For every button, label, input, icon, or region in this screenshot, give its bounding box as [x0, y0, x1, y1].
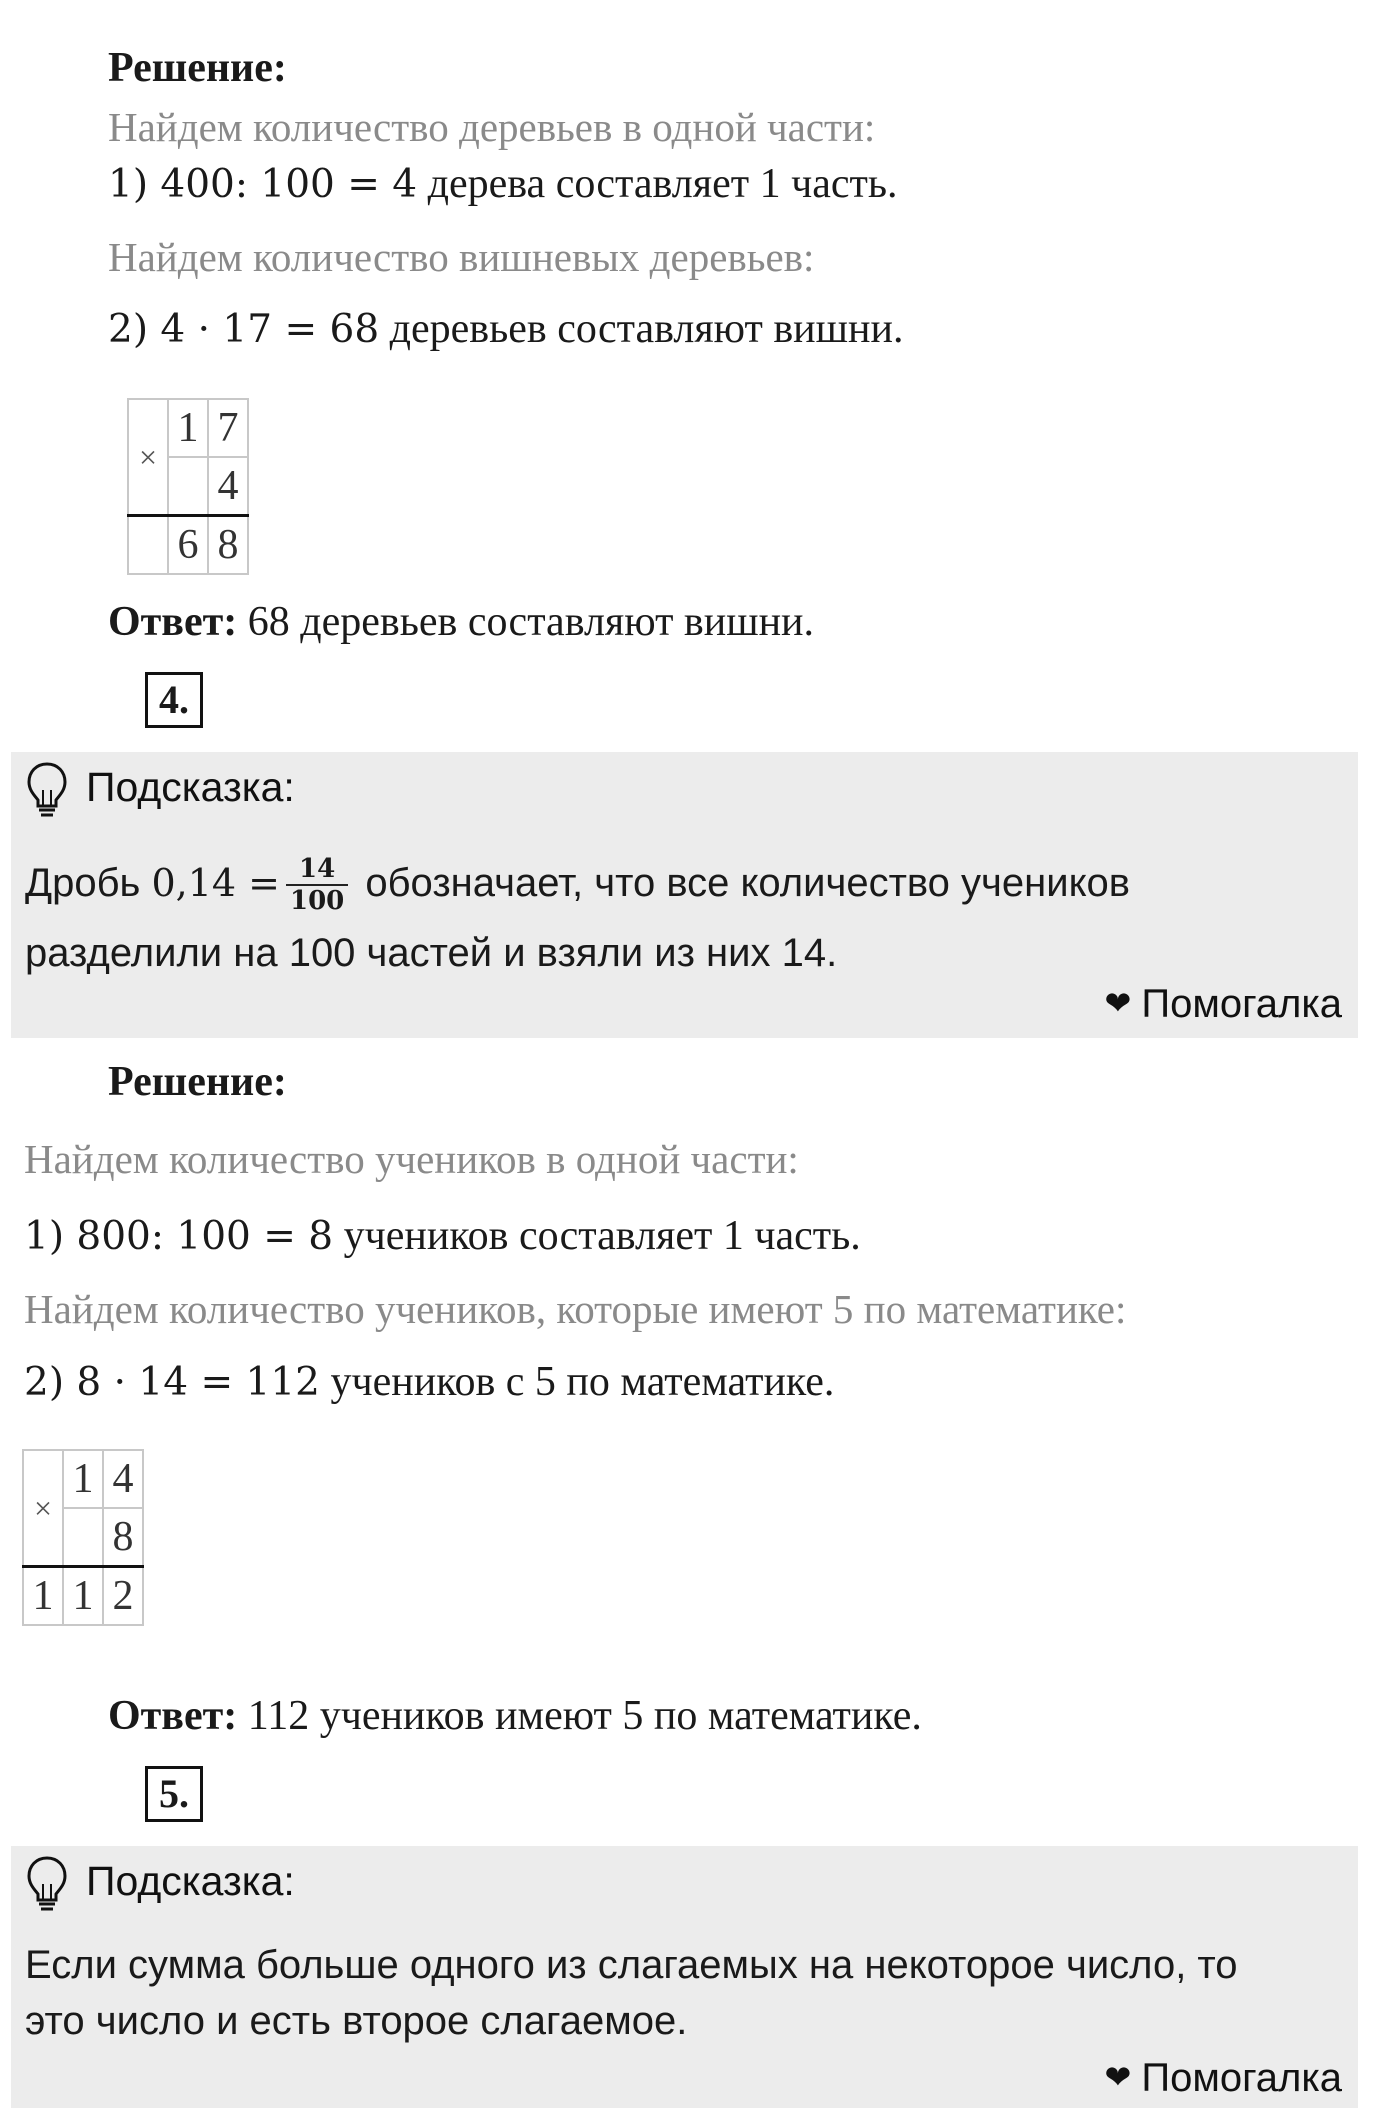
step-line — [108, 305, 903, 353]
multiply-sign: × — [128, 399, 168, 516]
hint-suffix: обозначает, что все количество учеников — [354, 861, 1131, 905]
answer-line — [108, 1692, 922, 1740]
digit-cell: 8 — [103, 1508, 143, 1567]
digit-cell: 4 — [208, 457, 248, 516]
step-line — [108, 160, 898, 208]
fraction-denominator: 100 — [289, 886, 345, 917]
step-text: дерева составляет 1 часть. — [417, 161, 898, 207]
digit-cell: 1 — [168, 399, 208, 457]
step-math: 2) 4 · 17 = 68 — [108, 307, 380, 352]
column-multiplication — [127, 398, 249, 575]
step-hint: Найдем количество учеников, которые имеют 5 по математике: — [24, 1286, 1127, 1332]
step-text: учеников составляет 1 часть. — [333, 1213, 861, 1259]
helper-label: Помогалка — [1141, 982, 1342, 1026]
step-hint: Найдем количество деревьев в одной части: — [108, 104, 876, 150]
step-hint: Найдем количество вишневых деревьев: — [108, 234, 815, 280]
hint-title: Подсказка: — [86, 764, 295, 810]
hint-text: это число и есть второе слагаемое. — [25, 1999, 688, 2043]
digit-cell — [63, 1508, 103, 1567]
lightbulb-icon — [25, 760, 69, 825]
digit-cell: 7 — [208, 399, 248, 457]
solution-heading: Решение: — [108, 1059, 287, 1105]
hint-text: Если сумма больше одного из слагаемых на некоторое число, то — [25, 1943, 1238, 1987]
digit-cell: 1 — [23, 1567, 63, 1626]
digit-cell: 4 — [103, 1450, 143, 1508]
hint-text — [25, 850, 1130, 916]
digit-cell: 1 — [63, 1450, 103, 1508]
digit-cell: 8 — [208, 516, 248, 575]
answer-label: Ответ: — [108, 599, 238, 645]
solution-heading: Решение: — [108, 45, 287, 91]
hint-box — [11, 1846, 1358, 2108]
step-line — [24, 1212, 861, 1260]
helper-link[interactable] — [1105, 982, 1342, 1027]
task-number: 4. — [145, 672, 203, 728]
hint-box — [11, 752, 1358, 1038]
helper-label: Помогалка — [1141, 2056, 1342, 2100]
hint-title: Подсказка: — [86, 1858, 295, 1904]
fraction-numerator: 14 — [286, 854, 348, 886]
multiply-sign: × — [23, 1450, 63, 1567]
digit-cell — [128, 516, 168, 575]
answer-label: Ответ: — [108, 1693, 238, 1739]
hint-math: 0,14 = — [151, 861, 280, 905]
digit-cell: 6 — [168, 516, 208, 575]
heart-icon: ❤ — [1104, 985, 1132, 1021]
lightbulb-icon — [25, 1854, 69, 1919]
step-text: деревьев составляют вишни. — [379, 306, 904, 352]
step-text: учеников с 5 по математике. — [319, 1359, 835, 1405]
column-multiplication — [22, 1449, 144, 1626]
hint-text: разделили на 100 частей и взяли из них 14. — [25, 931, 838, 975]
digit-cell: 1 — [63, 1567, 103, 1626]
digit-cell: 2 — [103, 1567, 143, 1626]
answer-text: 112 учеников имеют 5 по математике. — [237, 1693, 922, 1739]
hint-prefix: Дробь — [25, 861, 152, 905]
answer-text: 68 деревьев составляют вишни. — [237, 599, 815, 645]
heart-icon: ❤ — [1104, 2059, 1132, 2095]
answer-line — [108, 598, 814, 646]
step-math: 1) 400: 100 = 4 — [108, 162, 418, 207]
helper-link[interactable] — [1105, 2056, 1342, 2101]
step-hint: Найдем количество учеников в одной части: — [24, 1136, 799, 1182]
digit-cell — [168, 457, 208, 516]
task-number: 5. — [145, 1766, 203, 1822]
step-line — [24, 1358, 834, 1406]
step-math: 1) 800: 100 = 8 — [24, 1214, 334, 1259]
step-math: 2) 8 · 14 = 112 — [24, 1360, 320, 1405]
fraction — [286, 854, 348, 916]
